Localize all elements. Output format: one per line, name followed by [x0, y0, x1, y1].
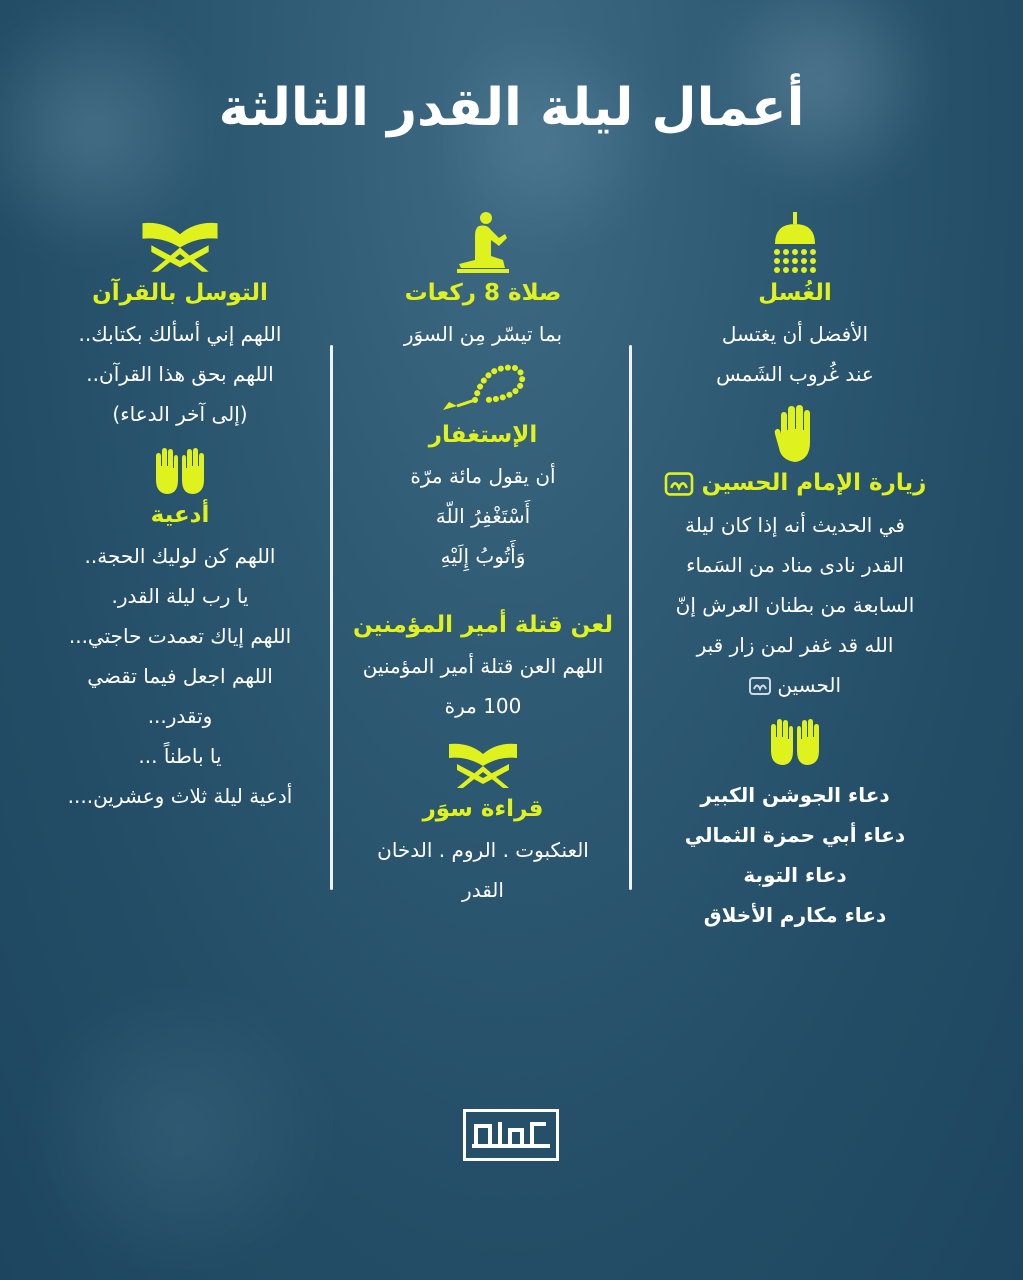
- text-line: اللهم كن لوليك الحجة..: [84, 544, 276, 568]
- column-middle: [336, 210, 630, 910]
- section-heading-text: زيارة الإمام الحسين: [701, 470, 927, 496]
- dua-item: دعاء أبي حمزة الثمالي: [684, 822, 906, 847]
- text-line: أن يقول مائة مرّة: [410, 464, 556, 488]
- section-heading: لعن قتلة أمير المؤمنين: [352, 612, 614, 638]
- text-line: عند غُروب الشَمس: [716, 362, 874, 386]
- section-heading: قراءة سوَر: [422, 796, 544, 822]
- text-line: القدر: [462, 878, 504, 902]
- praying-person-icon: [453, 210, 513, 274]
- text-line: أدعية ليلة ثلاث وعشرين....: [67, 784, 293, 808]
- section-heading: الغُسل: [758, 280, 832, 306]
- text-line: القدر نادى مناد من السَماء: [686, 552, 904, 577]
- column-right: [650, 210, 940, 935]
- section-heading: صلاة 8 ركعات: [404, 280, 562, 306]
- dua-item: دعاء التوبة: [743, 862, 847, 887]
- section-heading: التوسل بالقرآن: [92, 280, 268, 306]
- text-line: اللهم العن قتلة أمير المؤمنين: [362, 654, 604, 678]
- text-line: يا رب ليلة القدر.: [111, 584, 249, 608]
- text-line: اللهم إياك تعمدت حاجتي...: [68, 624, 292, 648]
- section-heading: [650, 470, 940, 497]
- dua-item: دعاء الجوشن الكبير: [700, 782, 890, 807]
- text-line: بما تيسّر مِن السوَر: [403, 322, 563, 346]
- prayer-beads-icon: [435, 360, 531, 416]
- text-line: وَأَتُوبُ إِلَيْهِ: [440, 544, 526, 568]
- text-line: اللهم بحق هذا القرآن..: [86, 362, 274, 386]
- text-line: الله قد غفر لمن زار قبر: [696, 632, 894, 657]
- text-line: وتقدر...: [147, 704, 213, 728]
- column-divider: [330, 345, 333, 890]
- honorific-seal-icon: [664, 471, 694, 497]
- section-heading: الإستغفار: [428, 422, 538, 448]
- column-left: [40, 210, 320, 816]
- text-line: (إلى آخر الدعاء): [112, 402, 248, 426]
- hand-icon: [773, 404, 817, 464]
- text-line: [650, 665, 940, 705]
- page-title: أعمال ليلة القدر الثالثة: [218, 78, 805, 138]
- text-line: 100 مرة: [444, 694, 522, 718]
- text-line: اللهم إني أسألك بكتابك..: [78, 322, 282, 346]
- honorific-seal-icon: [749, 676, 771, 696]
- bina-logo-icon: [463, 1109, 559, 1161]
- text-line: في الحديث أنه إذا كان ليلة: [685, 512, 905, 537]
- text-line: أَسْتَغْفِرُ اللّهَ: [435, 504, 531, 528]
- text-line: الأفضل أن يغتسل: [721, 322, 869, 346]
- quran-stand-icon: [443, 732, 523, 790]
- section-heading: أدعية: [150, 502, 210, 528]
- dua-item: دعاء مكارم الأخلاق: [703, 902, 887, 927]
- background-decoration: [0, 1000, 360, 1260]
- text-line: يا باطناً ...: [138, 744, 222, 768]
- bina-logo-glyph: [466, 1112, 556, 1158]
- praying-hands-icon: [152, 446, 208, 496]
- quran-stand-icon: [135, 210, 225, 274]
- text-line-content: الحسين: [777, 672, 842, 697]
- text-line: السابعة من بطنان العرش إنّ: [675, 592, 915, 617]
- shower-icon: [765, 210, 825, 274]
- praying-hands-icon: [767, 717, 823, 767]
- text-line: العنكبوت . الروم . الدخان: [377, 838, 589, 862]
- text-line: اللهم اجعل فيما تقضي: [87, 664, 273, 688]
